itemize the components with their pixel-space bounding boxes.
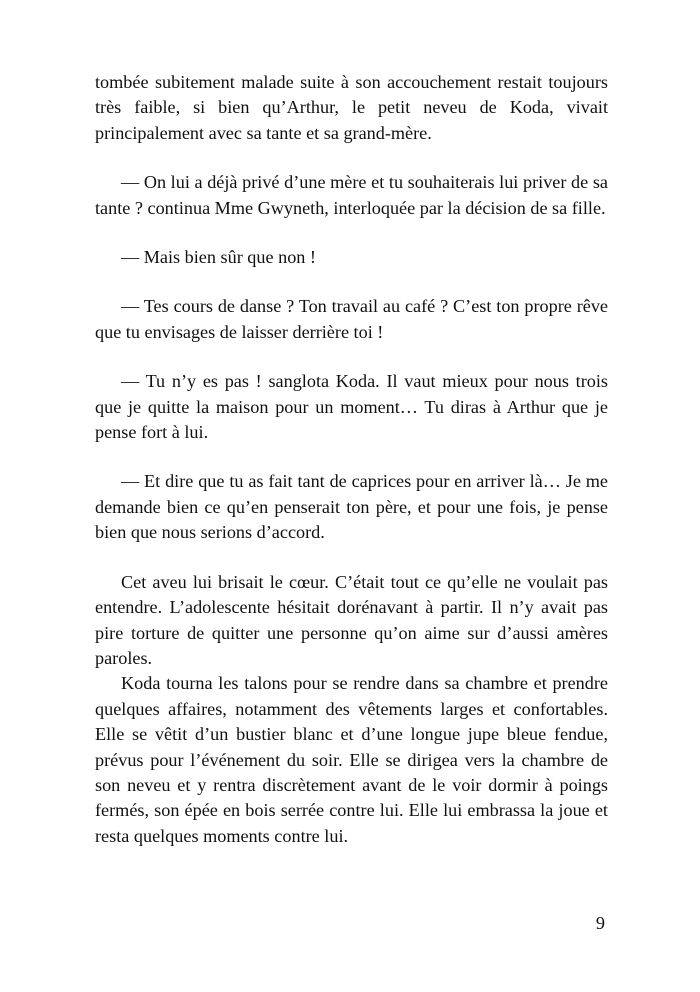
- paragraph-dialogue: — Tu n’y es pas ! sanglota Koda. Il vaut mieux pour nous trois que je quitte la maison pour un moment… Tu diras à Arthur que je pense fort à lui.: [95, 371, 608, 443]
- body-text: [95, 70, 608, 849]
- paragraph-dialogue: — Et dire que tu as fait tant de caprices pour en arriver là… Je me demande bien ce qu’en penserait ton père, et pour une fois, je pense bien que nous serions d’accord.: [95, 471, 608, 543]
- paragraph-continuation: tombée subitement malade suite à son accouchement restait toujours très faible, si bien qu’Arthur, le petit neveu de Koda, vivait principalement avec sa tante et sa grand-mère.: [95, 72, 608, 143]
- paragraph-narrative: Koda tourna les talons pour se rendre dans sa chambre et prendre quelques affaires, notamment des vêtements larges et confortables. Elle se vêtit d’un bustier blanc et d’une longue jupe bleue fendue, prévus pour l’événement du soir. Elle se dirigea vers la chambre de son neveu et y rentra discrètement avant de le voir dormir à poings fermés, son épée en bois serrée contre lui. Elle lui embrassa la joue et resta quelques moments contre lui.: [95, 673, 608, 846]
- paragraph-dialogue: — Tes cours de danse ? Ton travail au café ? C’est ton propre rêve que tu envisages de laisser derrière toi !: [95, 296, 608, 342]
- paragraph-narrative: Cet aveu lui brisait le cœur. C’était tout ce qu’elle ne voulait pas entendre. L’adolescente hésitait dorénavant à partir. Il n’y avait pas pire torture de quitter une personne qu’on aime sur d’aussi amères paroles.: [95, 571, 608, 668]
- page-number: 9: [595, 913, 605, 933]
- paragraph-dialogue: — On lui a déjà privé d’une mère et tu souhaiterais lui priver de sa tante ? continua Mme Gwyneth, interloquée par la décision de sa fille.: [95, 172, 608, 218]
- paragraph-dialogue: — Mais bien sûr que non !: [121, 247, 316, 268]
